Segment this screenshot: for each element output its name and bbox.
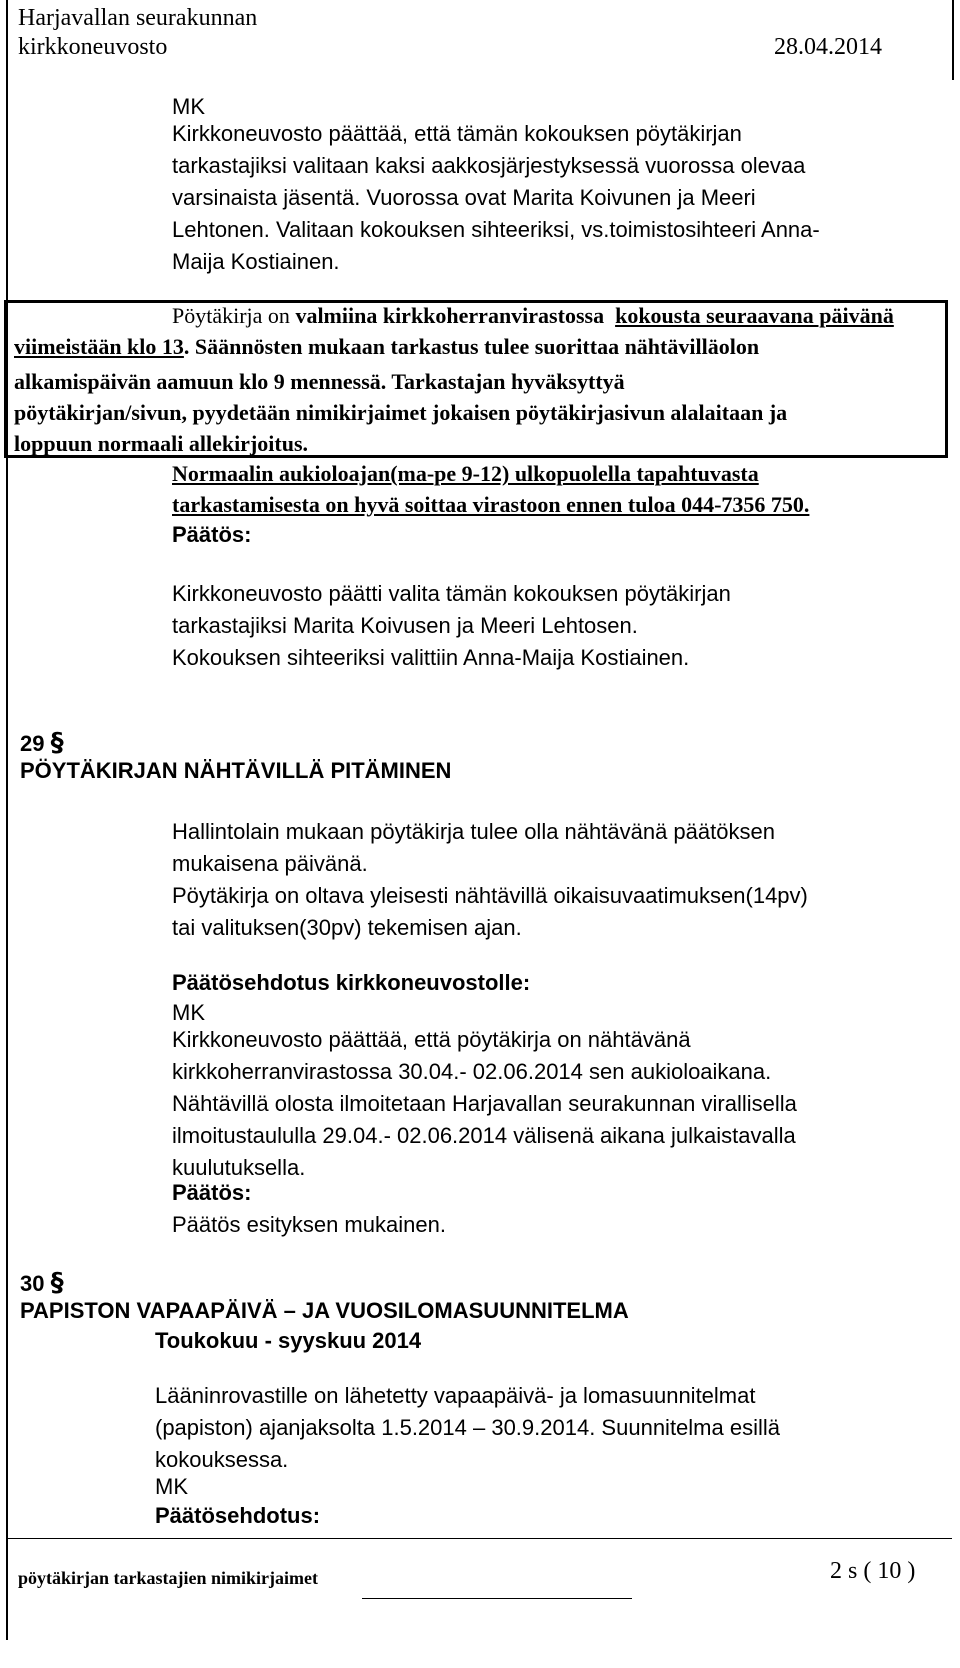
sec28-proposal-line: tarkastajiksi valitaan kaksi aakkosjärjestyksessä vuorossa olevaa [172,153,806,178]
sec29-proposal-line: kirkkoherranvirastossa 30.04.- 02.06.2014 sen aukioloaikana. [172,1059,772,1084]
section-sign-icon: § [50,1268,64,1298]
section-sign-icon: § [50,728,64,758]
sec28-note-line: Normaalin aukioloajan(ma-pe 9-12) ulkopuolella tapahtuvasta [172,461,759,486]
sec28-decision-line: tarkastajiksi Marita Koivusen ja Meeri Lehtosen. [172,613,638,638]
initials-signature-line [362,1598,632,1599]
sec28-decision-line: Kirkkoneuvosto päätti valita tämän kokouksen pöytäkirjan [172,581,731,606]
sec28-decision-label: Päätös: [172,522,252,547]
sec28-notice-line: pöytäkirjan/sivun, pyydetään nimikirjaimet jokaisen pöytäkirjasivun alalaitaan ja [14,400,788,425]
header-date: 28.04.2014 [774,34,882,60]
sec28-notice-text: Pöytäkirja on [172,303,296,328]
sec28-notice-line1 [172,303,894,329]
sec28-notice-line: loppuun normaali allekirjoitus. [14,431,309,456]
header-title-line2: kirkkoneuvosto [18,34,168,60]
sec29-proposal [172,1024,797,1184]
sec28-notice-deadline: viimeistään klo 13 [14,334,184,359]
sec29-proposal-line: ilmoitustaululla 29.04.- 02.06.2014 välisenä aikana julkaistavalla [172,1123,796,1148]
sec30-body-line: (papiston) ajanjaksolta 1.5.2014 – 30.9.2014. Suunnitelma esillä [155,1415,780,1440]
sec29-intro-line: mukaisena päivänä. [172,851,368,876]
sec28-notice-bold: valmiina kirkkoherranvirastossa [295,303,605,328]
sec28-notice-text: . Säännösten mukaan tarkastus tulee suorittaa nähtävilläolon [183,334,760,359]
sec29-decision-label: Päätös: [172,1180,252,1205]
sec29-intro-line: tai valituksen(30pv) tekemisen ajan. [172,915,522,940]
sec28-proposal-line: varsinaista jäsentä. Vuorossa ovat Marita Koivunen ja Meeri [172,185,756,210]
footer-page-number: 2 s ( 10 ) [830,1558,916,1584]
sec30-title: PAPISTON VAPAAPÄIVÄ – JA VUOSILOMASUUNNITELMA [20,1298,629,1323]
sec30-number-text: 30 [20,1271,45,1296]
sec28-notice-underlined: kokousta seuraavana päivänä [615,303,894,328]
sec30-subtitle: Toukokuu - syyskuu 2014 [155,1328,422,1353]
sec29-number [20,728,64,758]
sec30-proposal-label: Päätösehdotus: [155,1503,321,1528]
sec28-proposal-line: Kirkkoneuvosto päättää, että tämän kokouksen pöytäkirjan [172,121,742,146]
sec30-number [20,1268,64,1298]
footer-divider [6,1538,952,1539]
header-title-line1: Harjavallan seurakunnan [18,5,258,31]
sec30-proposer: MK [155,1474,188,1499]
sec28-decision-line: Kokouksen sihteeriksi valittiin Anna-Maija Kostiainen. [172,645,690,670]
sec28-decision [172,578,731,674]
sec28-note [172,458,809,520]
sec30-body [155,1380,780,1476]
page-left-border [6,0,8,1640]
sec29-number-text: 29 [20,731,45,756]
sec29-proposal-line: Kirkkoneuvosto päättää, että pöytäkirja on nähtävänä [172,1027,691,1052]
sec29-decision-text: Päätös esityksen mukainen. [172,1212,446,1237]
sec29-intro [172,816,808,944]
sec28-proposal-line: Lehtonen. Valitaan kokouksen sihteeriksi, vs.toimistosihteeri Anna- [172,217,820,242]
sec30-body-line: kokouksessa. [155,1447,289,1472]
sec28-proposal [172,118,820,278]
sec29-proposal-line: Nähtävillä olosta ilmoitetaan Harjavallan seurakunnan virallisella [172,1091,797,1116]
page-right-border [952,0,954,80]
sec28-note-line: tarkastamisesta on hyvä soittaa virastoon ennen tuloa 044-7356 750. [172,492,810,517]
sec28-notice-line: alkamispäivän aamuun klo 9 mennessä. Tarkastajan hyväksyttyä [14,369,625,394]
sec29-proposal-line: kuulutuksella. [172,1155,306,1180]
sec29-intro-line: Hallintolain mukaan pöytäkirja tulee olla nähtävänä päätöksen [172,819,775,844]
sec29-proposal-label: Päätösehdotus kirkkoneuvostolle: [172,970,531,995]
footer-initials-label: pöytäkirjan tarkastajien nimikirjaimet [18,1568,318,1588]
sec28-proposal-line: Maija Kostiainen. [172,249,340,274]
sec29-intro-line: Pöytäkirja on oltava yleisesti nähtävillä oikaisuvaatimuksen(14pv) [172,883,808,908]
sec28-notice-rest [14,366,787,459]
sec29-proposer: MK [172,1000,205,1025]
sec28-proposer: MK [172,94,205,119]
sec30-body-line: Lääninrovastille on lähetetty vapaapäivä- ja lomasuunnitelmat [155,1383,756,1408]
sec28-notice-line2 [14,334,759,360]
sec29-title: PÖYTÄKIRJAN NÄHTÄVILLÄ PITÄMINEN [20,758,452,783]
